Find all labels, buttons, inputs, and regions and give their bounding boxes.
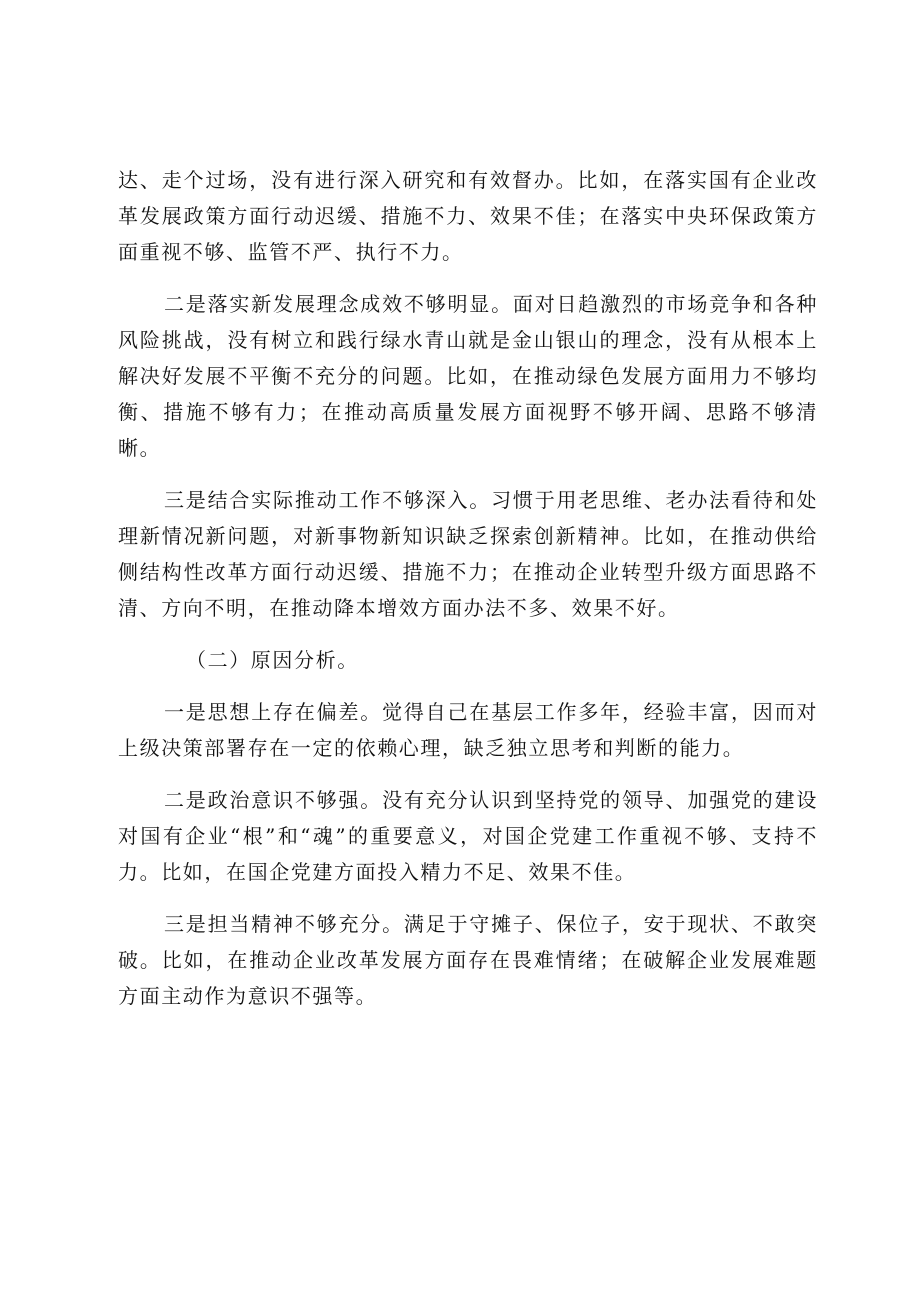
paragraph-cause-2: 二是政治意识不够强。没有充分认识到坚持党的领导、加强党的建设对国有企业“根”和“魂”的重要意义，对国企党建工作重视不够、支持不力。比如，在国企党建方面投入精力不足、效果不佳。 [118, 788, 818, 884]
paragraph-cause-1: 一是思想上存在偏差。觉得自己在基层工作多年，经验丰富，因而对上级决策部署存在一定的依赖心理，缺乏独立思考和判断的能力。 [118, 700, 818, 760]
section-heading-cause-analysis: （二）原因分析。 [186, 648, 359, 672]
paragraph-problem-2: 二是落实新发展理念成效不够明显。面对日趋激烈的市场竞争和各种风险挑战，没有树立和践行绿水青山就是金山银山的理念，没有从根本上解决好发展不平衡不充分的问题。比如，在推动绿色发展方面用力不够均衡、措施不够有力；在推动高质量发展方面视野不够开阔、思路不够清晰。 [118, 292, 818, 460]
paragraph-continuation: 达、走个过场，没有进行深入研究和有效督办。比如，在落实国有企业改革发展政策方面行动迟缓、措施不力、效果不佳；在落实中央环保政策方面重视不够、监管不严、执行不力。 [118, 168, 818, 264]
paragraph-problem-3: 三是结合实际推动工作不够深入。习惯于用老思维、老办法看待和处理新情况新问题，对新事物新知识缺乏探索创新精神。比如，在推动供给侧结构性改革方面行动迟缓、措施不力；在推动企业转型升级方面思路不清、方向不明，在推动降本增效方面办法不多、效果不好。 [118, 488, 818, 620]
paragraph-cause-3: 三是担当精神不够充分。满足于守摊子、保位子，安于现状、不敢突破。比如，在推动企业改革发展方面存在畏难情绪；在破解企业发展难题方面主动作为意识不强等。 [118, 912, 818, 1008]
document-body [118, 162, 818, 1030]
